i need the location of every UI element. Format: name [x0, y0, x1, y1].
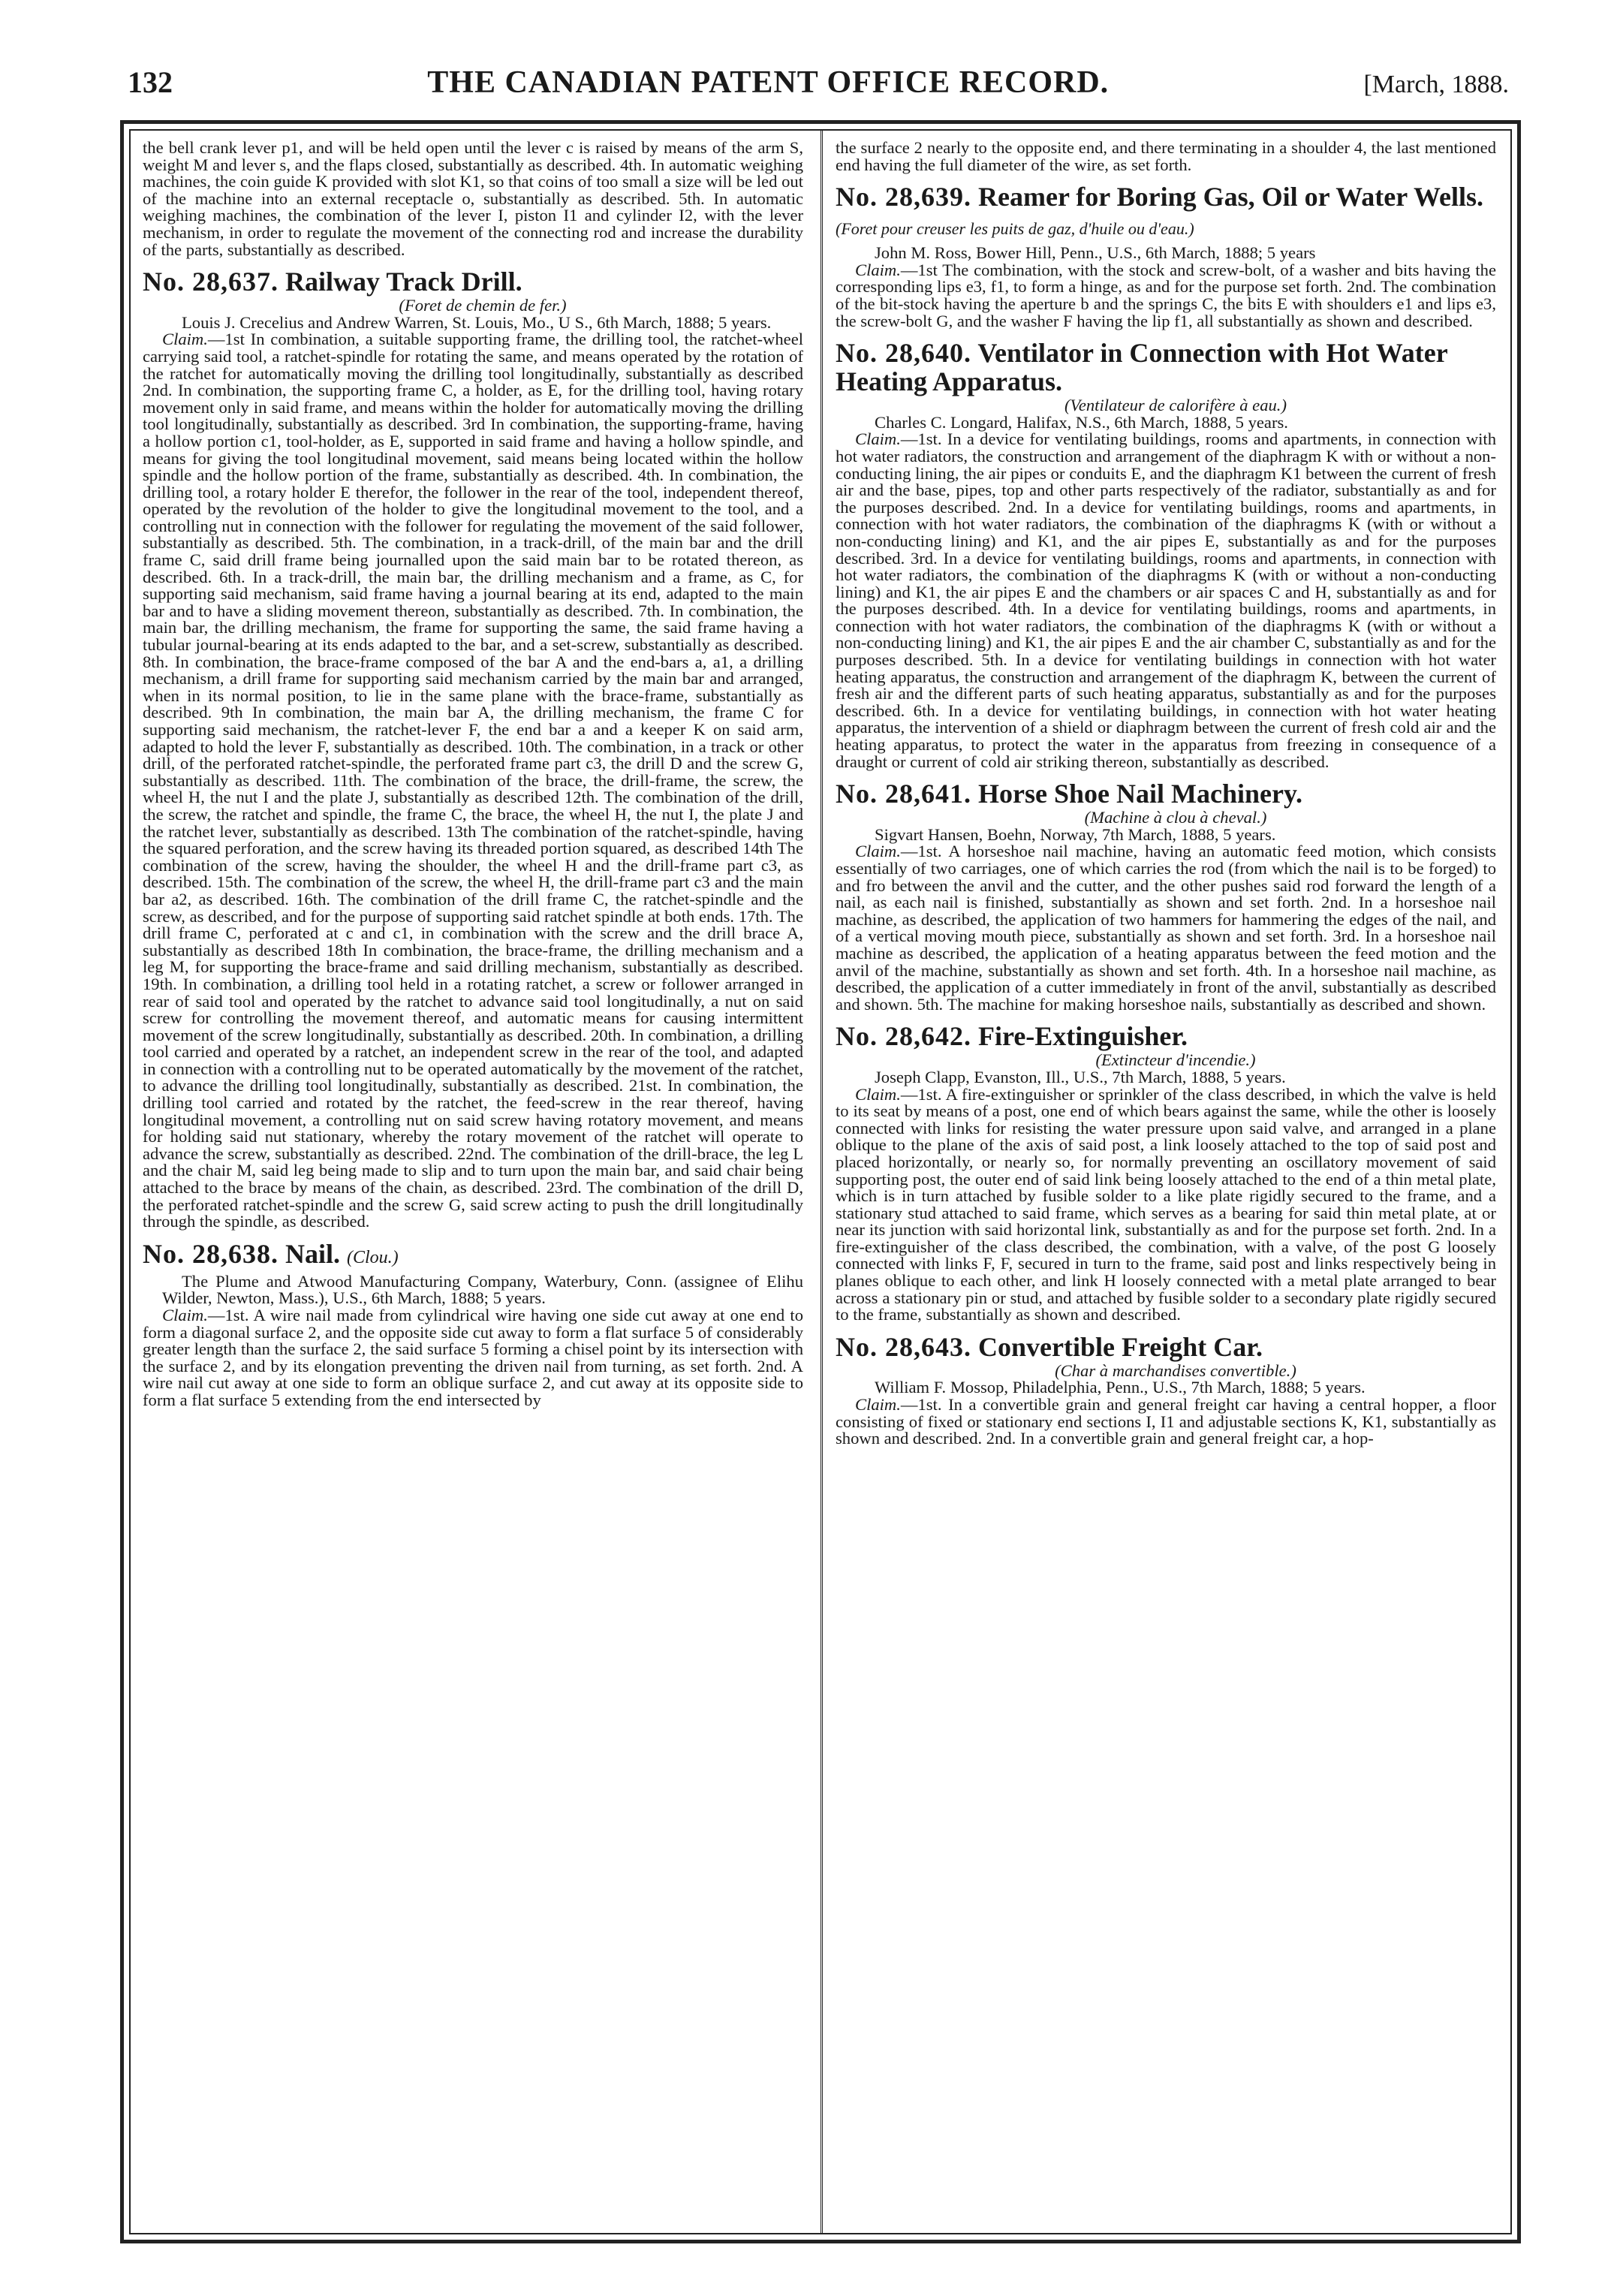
claim-body: —1st. A fire-extinguisher or sprinkler of the class described, in which the valve is held to its seat by means of a post, one end of which bears against the same, while the other is loosely connected with links for resisting the water pressure upon said valve, and arranged in a plane oblique to the plane of the axis of said post, a link loosely attached to the top of said post and placed horizontally, or nearly so, for normally preventing an oscillatory movement of said supporting post, the outer end of said link being loosely attached to the end of a thin metal plate, which is in turn attached by fusible solder to a like plate rigidly secured to the frame, and a stationary stud attached to said frame, which serves as a bearing for said thin metal plate, at or near its junction with said horizontal link, substantially as and for the purpose set forth. 2nd. In a fire-extinguisher of the class described, the combination, with a valve, of the post G loosely connected with links F, F, secured in turn to the frame, said post and links respectively being in planes oblique to each other, and link H loosely connected with a metal plate arranged to bear across a stationary pin or stud, and attached by fusible solder to a secondary plate rigidly secured to the frame, substantially as shown and described. [836, 1084, 1496, 1324]
claim-text [836, 431, 1496, 770]
inventor-line: The Plume and Atwood Manufacturing Company, Waterbury, Conn. (assignee of Elihu Wilder, Newton, Mass.), U.S., 6th March, 1888; 5 years. [162, 1271, 803, 1308]
claim-label: Claim. [855, 842, 901, 861]
patent-28640 [836, 339, 1496, 770]
patent-title: Reamer for Boring Gas, Oil or Water Wells. [978, 182, 1483, 212]
inventor-line: Louis J. Crecelius and Andrew Warren, St. Louis, Mo., U S., 6th March, 1888; 5 years. [182, 312, 772, 332]
claim-body: —1st In combination, a suitable supporting frame, the drilling tool, the ratchet-wheel carrying said tool, a ratchet-spindle for rotating the same, and means operated by the rotation of the ratchet for automatically moving the drilling tool longitudinally, substantially as described 2nd. In combination, the supporting frame C, a holder, as E, for the drilling tool, having rotary movement only in said frame, and means within the holder for automatically moving the drilling tool longitudinally, substantially as described. 3rd In combination, the supporting-frame, having a hollow portion c1, tool-holder, as E, supported in said frame and having a hollow spindle, and means for giving the tool longitudinal movement, said means being located within the hollow spindle and the hollow portion of the frame, substantially as described. 4th. In combination, the drilling tool, a rotary holder E therefor, the follower in the rear of the tool, independent thereof, operated by the revolution of the holder to give the longitudinal movement to the tool, and a controlling nut in connection with the follower for regulating the movement of the said follower, substantially as described. 5th. The combination, in a track-drill, of the main bar and the drill frame C, said drill frame being journalled upon the said main bar to be rotated thereon, as described. 6th. In a track-drill, the main bar, the drilling mechanism and a frame, as C, for supporting said mechanism, said frame having a journal bearing at its end, adapted to the main bar and to have a sliding movement thereon, substantially as described. 7th. In combination, the main bar, the drilling mechanism, the frame for supporting the same, the said frame having a tubular journal-bearing at its ends adapted to the bar, and a set-screw, substantially as described. 8th. In combination, the brace-frame composed of the bar A and the end-bars a, a1, a drilling mechanism, a drill frame for supporting said mechanism carried by the main bar and arranged, when in its normal position, to lie in the same plane with the brace-frame, substantially as described. 9th In combination, the main bar A, the drilling mechanism, the frame C for supporting said mechanism, the ratchet-lever F, the end bar a and a keeper K on said arm, adapted to hold the lever F, substantially as described. 10th. The combination, in a track or other drill, of the perforated ratchet-spindle, the perforated frame part c3, the drill D and the screw G, substantially as described. 11th. The combination of the brace, the drill-frame, the screw, the wheel H, the nut I and the plate J, substantially as described 12th. The combination of the drill, the screw, the ratchet and spindle, the frame C, the brace, the wheel H, the nut I, the plate J and the ratchet lever, substantially as described. 13th The combination of the ratchet-spindle, having the squared perforation, and the screw having its threaded portion squared, as described 14th The combination of the screw, having the shoulder, the wheel H and the drill-frame part c3, as described. 15th. The combination of the screw, the wheel H, the drill-frame part c3 and the main bar a2, as described. 16th. The combination of the drill frame C, the ratchet-spindle and the screw, as described, and for the purpose of supporting said ratchet spindle at both ends. 17th. The drill frame C, perforated at c and c1, in combination with the screw and the drill brace A, substantially as described 18th In combination, the brace-frame, the drilling mechanism and a leg M, for supporting the brace-frame and said drilling mechanism, substantially as described. 19th. In combination, a drilling tool held in a rotating ratchet, a screw or follower arranged in rear of said tool and operated by the ratchet to advance said tool longitudinally, a nut on said screw for controlling the movement thereof, and automatic means for causing intermittent movement of the screw longitudinally, substantially as described. 20th. In combination, a drilling tool carried and operated by a ratchet, an independent screw in the rear of the tool, and adapted in connection with a controlling nut to be operated automatically by the movement of the ratchet, to advance the drilling tool longitudinally, substantially as described. 21st. In combination, the drilling tool carried and rotated by the ratchet, the feed-screw in the rear thereof, having longitudinal movement, a controlling nut on said screw having rotatory movement, and means for holding said nut stationary, whereby the rotary movement of the ratchet will operate to advance the screw, substantially as described. 22nd. The combination of the drill-brace, the leg L and the chair M, said leg being made to slip and to turn upon the main bar, and said chair being attached to the brace by means of the chain, as described. 23rd. The combination of the drill D, the perforated ratchet-spindle and the screw G, said screw acting to push the drill longitudinally through the spindle, as described. [143, 330, 803, 1231]
patent-title: Railway Track Drill. [285, 267, 522, 297]
claim-label: Claim. [855, 429, 901, 449]
patent-title: Ventilator in Connection with Hot Water Heating Apparatus. [836, 338, 1448, 397]
claim-label: Claim. [855, 260, 901, 279]
patent-28643 [836, 1333, 1496, 1448]
continued-claim-text: the surface 2 nearly to the opposite end, and there terminating in a shoulder 4, the last mentioned end having the full diameter of the wire, as set forth. [836, 140, 1496, 174]
left-column [143, 140, 803, 2219]
patent-28637 [143, 267, 803, 1231]
claim-label: Claim. [162, 330, 208, 349]
patent-title: Fire-Extinguisher. [978, 1021, 1188, 1052]
patent-number: No. 28,637. [143, 267, 279, 297]
claim-label: Claim. [162, 1306, 208, 1324]
patent-heading [836, 339, 1496, 396]
french-title: (Ventilateur de calorifère à eau.) [1064, 396, 1287, 415]
patent-number: No. 28,643. [836, 1331, 971, 1362]
french-title: (Foret de chemin de fer.) [399, 296, 567, 315]
french-title: (Clou.) [347, 1247, 399, 1267]
patent-heading [836, 779, 1496, 808]
right-column [836, 140, 1496, 2219]
patent-heading [143, 267, 803, 296]
french-title: (Machine à clou à cheval.) [1084, 808, 1267, 827]
patent-number: No. 28,640. [836, 338, 971, 369]
inventor-line: Sigvart Hansen, Boehn, Norway, 7th March, 1888, 5 years. [875, 824, 1276, 844]
claim-text [836, 262, 1496, 330]
claim-body: —1st. In a convertible grain and general freight car having a central hopper, a floor consisting of fixed or stationary end sections I, I1 and adjustable sections K, K1, substantially as shown and described. 2nd. In a convertible grain and general freight car, a hop- [836, 1395, 1496, 1448]
patent-28639 [836, 182, 1496, 330]
patent-title: Convertible Freight Car. [978, 1331, 1263, 1362]
patent-number: No. 28,641. [836, 779, 971, 809]
patent-heading [836, 1333, 1496, 1361]
running-head [128, 65, 1509, 110]
claim-body: —1st. A wire nail made from cylindrical wire having one side cut away at one end to form a diagonal surface 2, and the opposite side cut away to form a flat surface 5 of considerably greater length than the surface 2, the said surface 5 forming a chisel point by its intersection with the surface 2, and by its elongation preventing the driven nail from turning, as set forth. 2nd. A wire nail cut away at one side to form an oblique surface 2, and cut away at its opposite side to form a flat surface 5 extending from the end intersected by [143, 1306, 803, 1409]
claim-text [143, 331, 803, 1230]
patent-28641 [836, 779, 1496, 1013]
inventor-line: Charles C. Longard, Halifax, N.S., 6th March, 1888, 5 years. [875, 412, 1288, 432]
inventor-line: William F. Mossop, Philadelphia, Penn., U.S., 7th March, 1888; 5 years. [875, 1378, 1366, 1397]
patent-title: Nail. [285, 1238, 341, 1269]
patent-heading [143, 1240, 803, 1272]
french-title: (Char à marchandises convertible.) [1055, 1360, 1296, 1380]
patent-28642 [836, 1022, 1496, 1324]
claim-text [143, 1307, 803, 1409]
continued-claim-text: the bell crank lever p1, and will be held open until the lever c is raised by means of the arm S, weight M and lever s, and the flaps closed, substantially as described. 4th. In automatic weighing machines, the coin guide K provided with slot K1, so that coins of too small a size will be led out of the machine into an external receptacle o, substantially as described. 5th. In automatic weighing machines, the combination of the lever I, piston I1 and cylinder I2, with the lever mechanism, in order to regulate the movement of the connecting rod and increase the durability of the parts, substantially as described. [143, 140, 803, 259]
french-title: (Foret pour creuser les puits de gaz, d'huile ou d'eau.) [836, 219, 1194, 239]
claim-text [836, 843, 1496, 1013]
claim-text [836, 1086, 1496, 1324]
claim-body: —1st The combination, with the stock and screw-bolt, of a washer and bits having the corresponding lips e3, f1, to form a hinge, as and for the purpose set forth. 2nd. The combination of the bit-stock having the aperture b and the springs C, the bits E with shoulders e1 and lips e3, the screw-bolt G, and the washer F having the lip f1, all substantially as shown and described. [836, 260, 1496, 330]
claim-label: Claim. [855, 1395, 901, 1415]
column-divider [821, 129, 823, 2234]
patent-number: No. 28,642. [836, 1021, 971, 1052]
patent-28638 [143, 1240, 803, 1409]
claim-body: —1st. A horseshoe nail machine, having an automatic feed motion, which consists essentially of two carriages, one of which carries the rod (from which the nail is to be forged) to and fro between the anvil and the cutter, and the other pushes said rod forward the length of a nail, as each nail is finished, substantially as shown and set forth. 2nd. In a horseshoe nail machine, as described, the application of two hammers for hammering the edges of the nail, and of a vertical moving mouth piece, substantially as shown and set forth. 3rd. In a horseshoe nail machine as described, the application of a heating apparatus between the feed motion and the anvil of the machine, substantially as shown and set forth. 4th. In a horseshoe nail machine, as described, the application of a cutter immediately in front of the anvil, substantially as described and shown. 5th. The machine for making horseshoe nails, substantially as described and shown. [836, 842, 1496, 1014]
patent-number: No. 28,639. [836, 182, 971, 212]
claim-label: Claim. [855, 1084, 901, 1104]
inventor-line: Joseph Clapp, Evanston, Ill., U.S., 7th March, 1888, 5 years. [875, 1067, 1286, 1086]
page-number: 132 [128, 65, 173, 99]
journal-title: THE CANADIAN PATENT OFFICE RECORD. [427, 65, 1110, 100]
claim-body: —1st. In a device for ventilating buildings, rooms and apartments, in connection with hot water radiators, the construction and arrangement of the diaphragm K with or without a non-conducting lining, the air pipes or conduits E, and the diaphragm K1 between the current of fresh air and the base, pipes, top and other parts respectively of the radiator, substantially as and for the purposes described. 2nd. In a device for ventilating buildings, rooms and apartments, in connection with hot water radiators, the combination of the diaphragms K (with or without a non-conducting lining) and K1, and the air pipes E, substantially as and for the purposes described. 3rd. In a device for ventilating buildings, rooms and apartments, in connection with hot water radiators, the combination of the diaphragms K (with or without a non-conducting lining) and K1, the air pipes E and the chambers or air spaces C and H, substantially as and for the purposes described. 4th. In a device for ventilating buildings, rooms and apartments, in connection with hot water radiators, the combination of the diaphragms K (with or without a non-conducting lining) and K1, the air pipes E and the air chamber C, substantially as and for the purposes described. 5th. In a device for ventilating buildings in connection with hot water heating apparatus, the construction and arrangement of the diaphragm K, between the current of fresh air and the different parts of such heating apparatus, substantially as and for the purposes described. 6th. In a device for ventilating buildings, in connection with hot water heating apparatus, the intervention of a shield or diaphragm between the current of fresh cold air and the heating apparatus, to protect the water in the apparatus from freezing in consequence of a draught or current of cold air striking thereon, substantially as described. [836, 429, 1496, 771]
patent-heading [836, 1022, 1496, 1050]
claim-text [836, 1397, 1496, 1448]
french-title: (Extincteur d'incendie.) [1095, 1050, 1256, 1070]
patent-number: No. 28,638. [143, 1238, 279, 1269]
patent-title: Horse Shoe Nail Machinery. [978, 779, 1302, 809]
patent-heading [836, 182, 1496, 243]
inventor-line: John M. Ross, Bower Hill, Penn., U.S., 6th March, 1888; 5 years [875, 243, 1316, 263]
issue-date: [March, 1888. [1363, 71, 1509, 98]
